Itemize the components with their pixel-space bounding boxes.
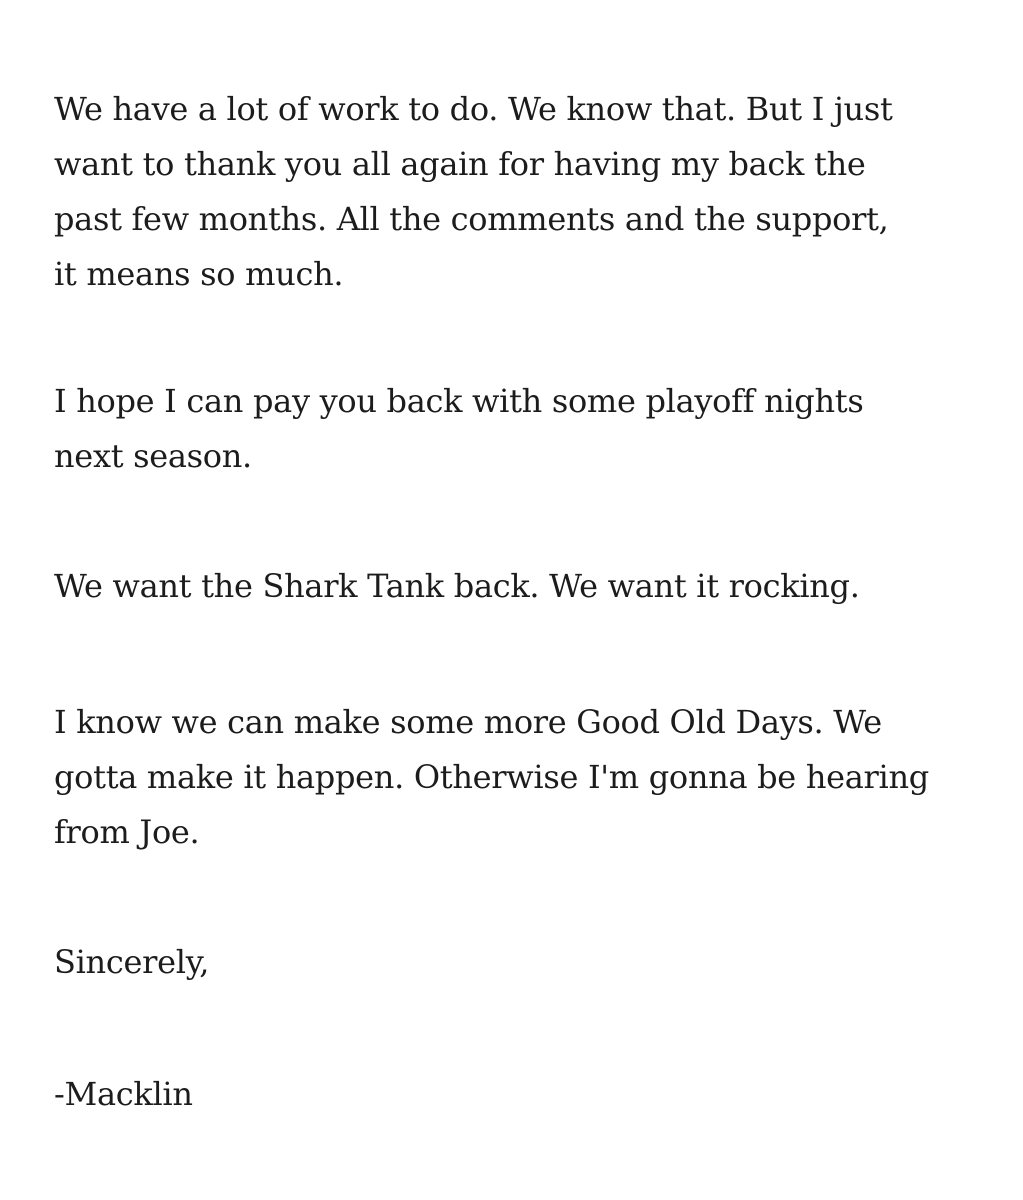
signature: -Macklin bbox=[54, 1075, 193, 1113]
paragraph-shark-tank: We want the Shark Tank back. We want it rocking. bbox=[54, 567, 860, 605]
paragraph-playoff-hope: I hope I can pay you back with some playoff nights next season. bbox=[54, 382, 864, 475]
paragraph-good-old-days: I know we can make some more Good Old Days. We gotta make it happen. Otherwise I'm gonna be hearing from Joe. bbox=[54, 703, 929, 851]
paragraph-gratitude: We have a lot of work to do. We know that. But I just want to thank you all again for having my back the past few months. All the comments and the support, it means so much. bbox=[54, 90, 893, 293]
closing-salutation: Sincerely, bbox=[54, 943, 210, 981]
